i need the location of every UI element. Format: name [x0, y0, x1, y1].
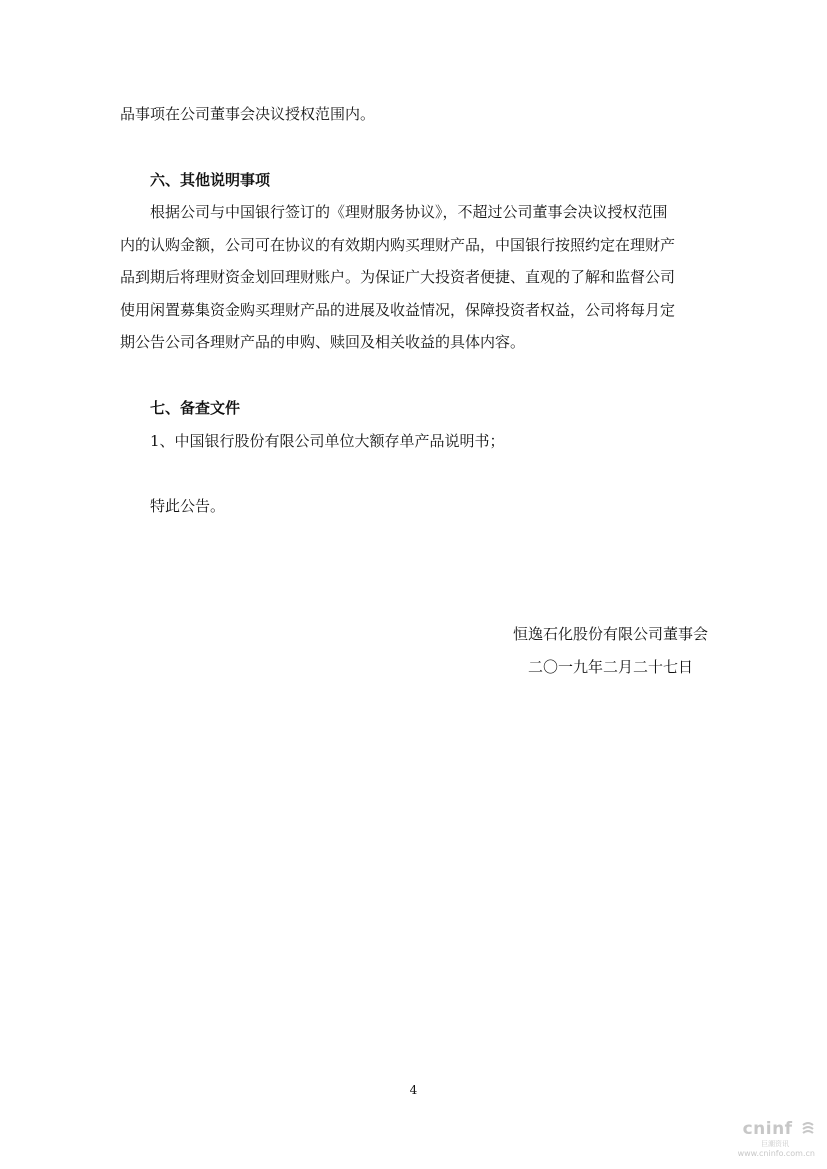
watermark-url: www.cninfo.com.cn: [737, 1149, 815, 1158]
reference-document-item: 1、中国银行股份有限公司单位大额存单产品说明书；: [150, 432, 505, 450]
watermark-logo-text: cninf: [742, 1119, 793, 1139]
cninfo-watermark: [695, 1119, 815, 1161]
closing-statement: 特此公告。: [150, 497, 226, 515]
watermark-logo: [743, 1119, 815, 1139]
paragraph-line: 内的认购金额，公司可在协议的有效期内购买理财产品，中国银行按照约定在理财产: [120, 236, 676, 254]
signature-date: 二〇一九年二月二十七日: [528, 658, 694, 676]
signature-company: 恒逸石化股份有限公司董事会: [513, 625, 709, 643]
page-number: 4: [409, 1083, 418, 1097]
paragraph-line: 期公告公司各理财产品的申购、赎回及相关收益的具体内容。: [120, 333, 526, 351]
paragraph-line: 使用闲置募集资金购买理财产品的进展及收益情况，保障投资者权益，公司将每月定: [120, 301, 676, 319]
section-7-heading: 七、备查文件: [150, 399, 241, 417]
paragraph-line: 品事项在公司董事会决议授权范围内。: [120, 105, 376, 123]
section-6-heading: 六、其他说明事项: [150, 171, 271, 189]
cninfo-logo-icon: [801, 1121, 815, 1135]
paragraph-line: 根据公司与中国银行签订的《理财服务协议》，不超过公司董事会决议授权范围: [150, 203, 668, 221]
watermark-chinese-name: 巨潮资讯: [761, 1140, 789, 1148]
paragraph-line: 品到期后将理财资金划回理财账户。为保证广大投资者便捷、直观的了解和监督公司: [120, 268, 676, 286]
